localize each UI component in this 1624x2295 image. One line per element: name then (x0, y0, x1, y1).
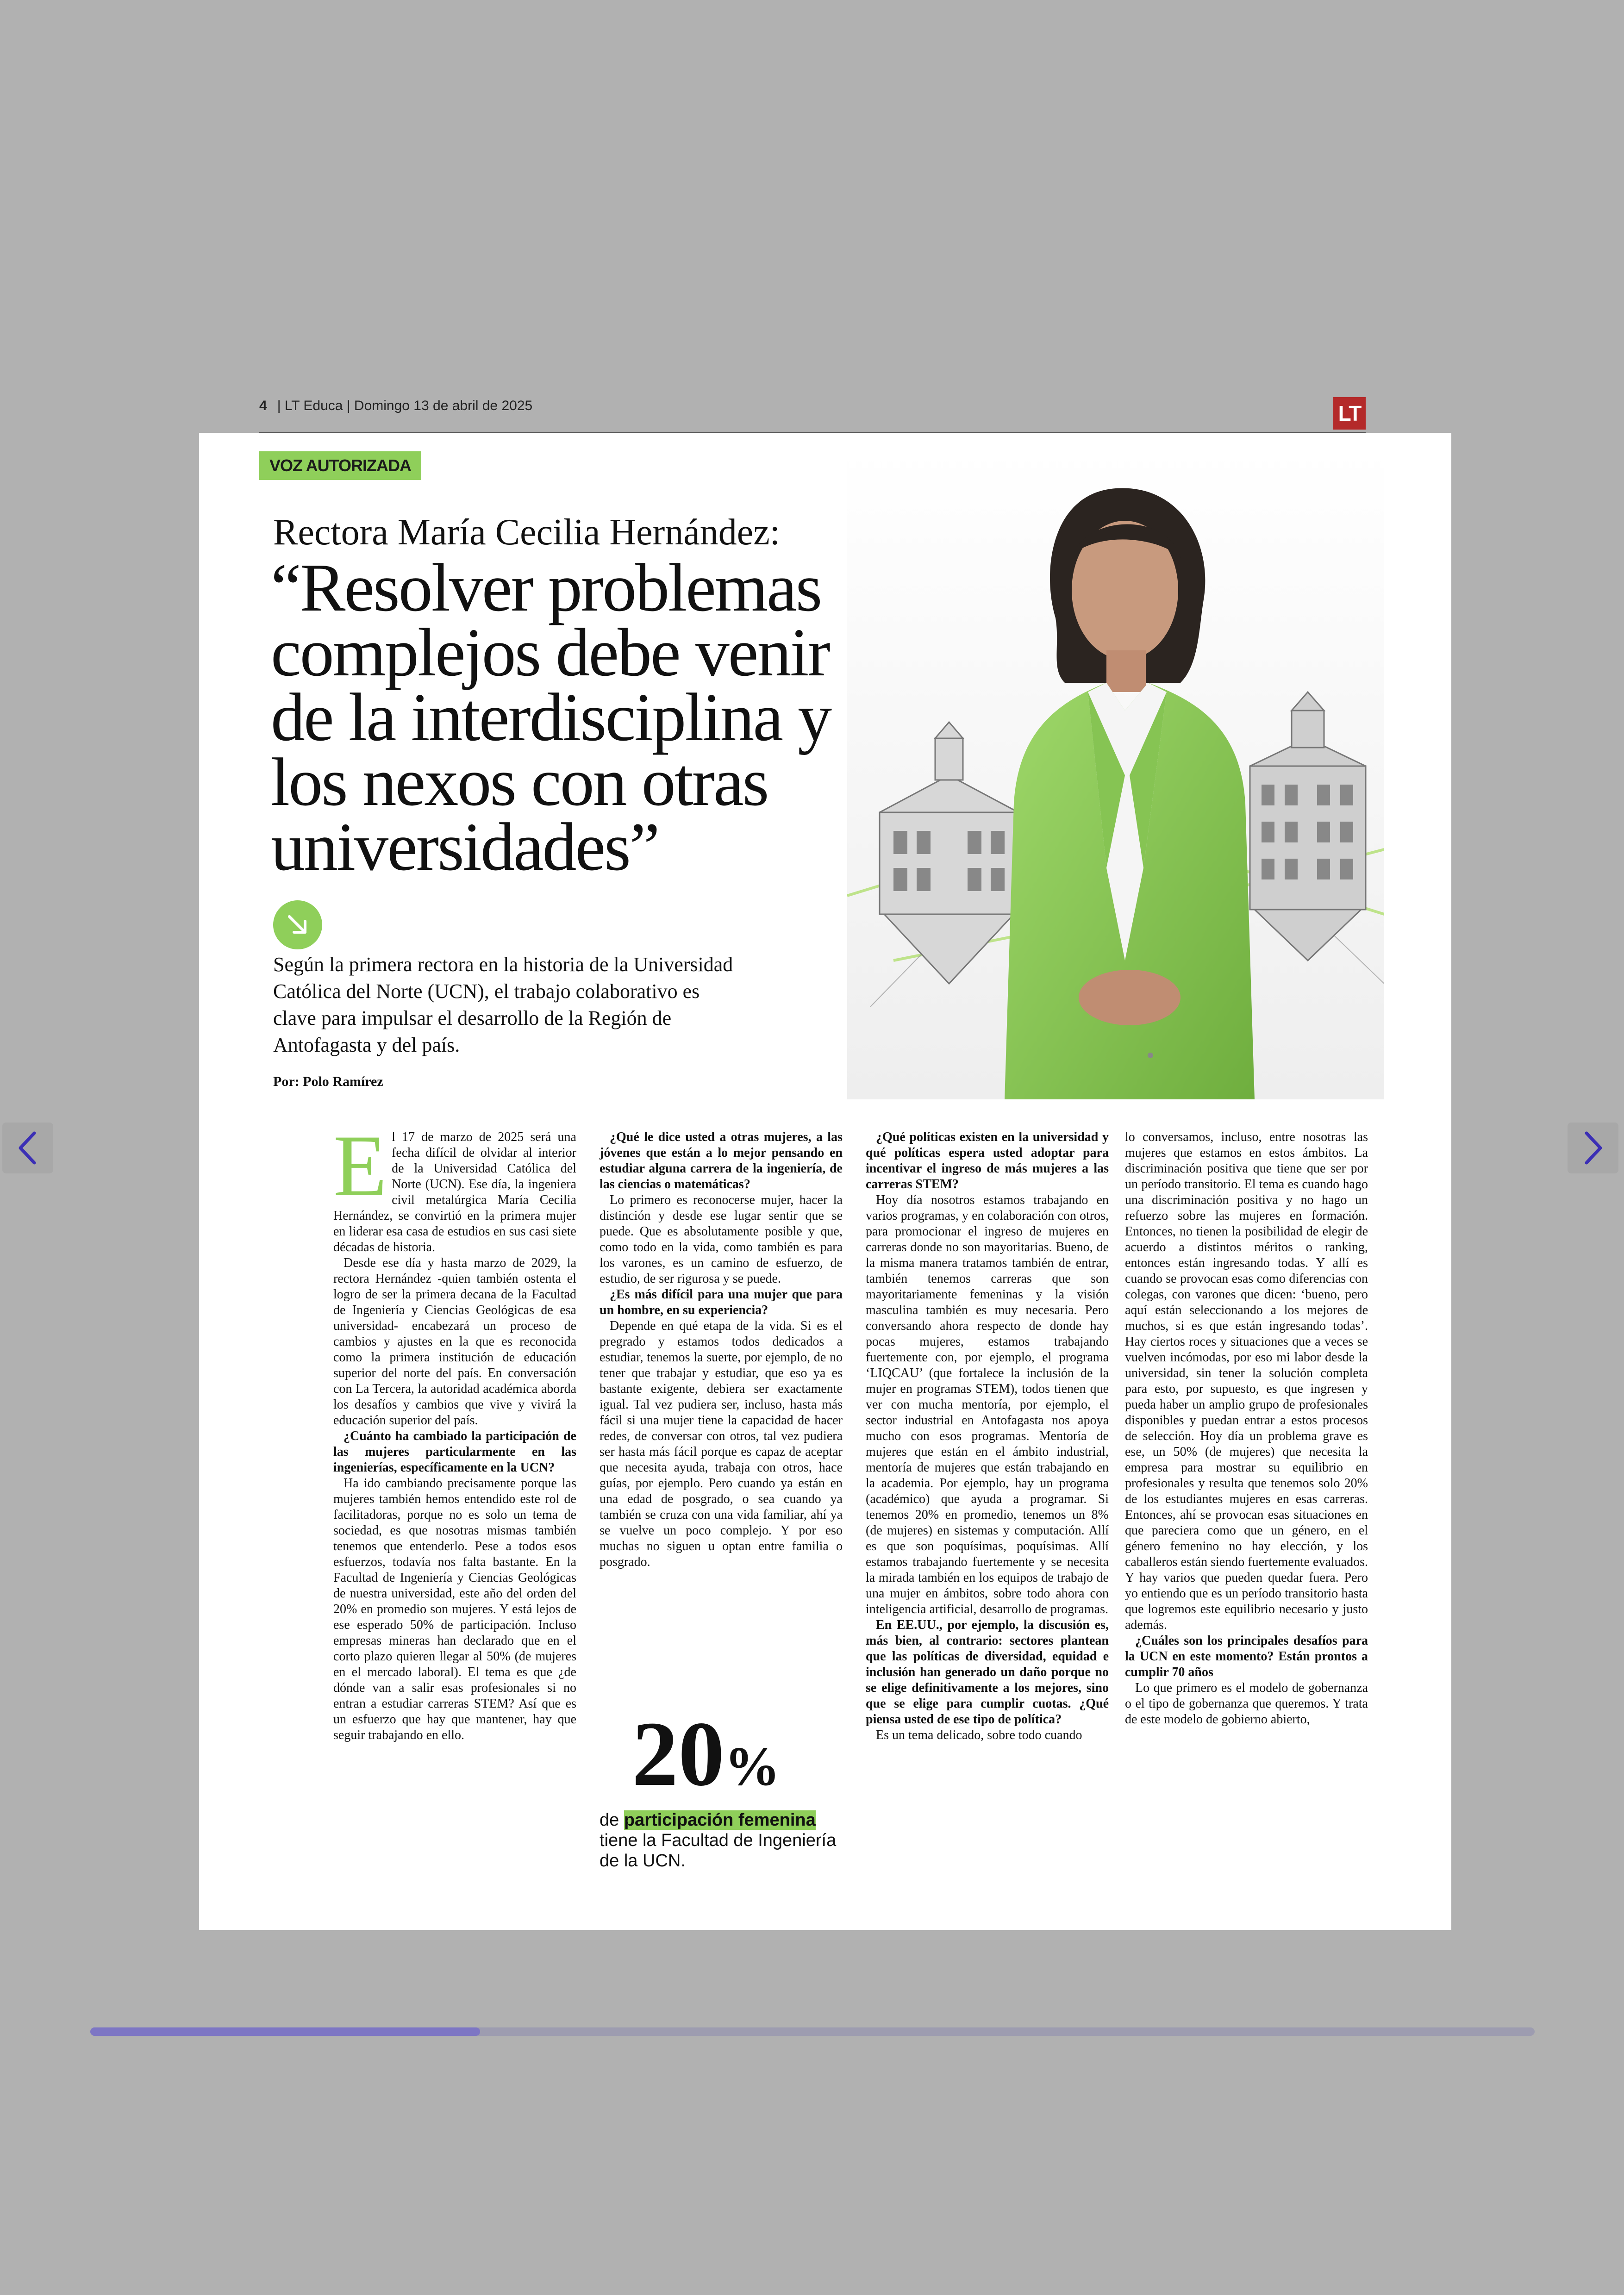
question: En EE.UU., por ejemplo, la discusión es, más bien, al contrario: sectores plantean que las políticas de diversidad, equidad e inclusión han generado un daño porque no se elige definitivamente a los mejores, sino que se elige para cumplir cuotas. ¿Qué piensa usted de ese tipo de política? (866, 1618, 1109, 1727)
paragraph: Es un tema delicado, sobre todo cuando (876, 1728, 1082, 1742)
column-1 (333, 1117, 576, 1743)
paragraph: Ha ido cambiando precisamente porque las mujeres también hemos entendido este rol de facilitadoras, porque no es solo un tema de sociedad, es que nosotras mismas también tenemos que entenderlo. Pese a todos esos esfuerzos, todavía nos falta bastante. En la Facultad de Ingeniería y Ciencias Geológicas de nuestra universidad, este año del orden del 20% en promedio son mujeres. Y está lejos de ese esperado 50% de participación. Incluso empresas mineras han declarado que en el corto plazo quieren llegar al 50% (de mujeres en el mercado laboral). El tema es que ¿de dónde van a salir esas profesionales si no entran a estudiar carreras STEM? Así que es un esfuerzo que hay que mantener, hay que seguir trabajando en ello. (333, 1476, 576, 1742)
question: ¿Qué políticas existen en la universidad y qué políticas espera usted adoptar para incentivar el ingreso de más mujeres a las carreras STEM? (866, 1130, 1109, 1191)
stat-caption-highlight: participación femenina (624, 1810, 816, 1830)
paragraph: Lo primero es reconocerse mujer, hacer la distinción y desde ese lugar sentir que se puede. Que es absolutamente posible y que, como todo en la vida, como también es para los varones, es un camino de esfuerzo, de estudio, de ser rigurosa y se puede. (600, 1193, 843, 1286)
paragraph: l 17 de marzo de 2025 será una fecha difícil de olvidar al interior de la Universidad Católica del Norte (UCN). Ese día, la ingeniera civil metalúrgica María Cecilia Hernández, se convirtió en la primera mujer en liderar esa casa de estudios en sus casi siete décadas de historia. (333, 1130, 576, 1254)
portrait-photo (847, 451, 1384, 1099)
section-tag: VOZ AUTORIZADA (259, 451, 421, 480)
column-2 (600, 1129, 843, 1570)
question: ¿Cuáles son los principales desafíos para la UCN en este momento? Están prontos a cumplir 70 años (1125, 1634, 1368, 1679)
page-header-text (259, 398, 532, 414)
paragraph: Desde ese día y hasta marzo de 2029, la rectora Hernández -quien también ostenta el logro de ser la primera decana de la Facultad de Ingeniería y Ciencias Geológicas de esa universidad- encabezará un proceso de cambios y ajustes en la que es reconocida como la primera institución de educación superior del norte del país. En conversación con La Tercera, la autoridad académica aborda los desafíos y cambios que vive y vivirá la educación superior del país. (333, 1256, 576, 1428)
article-byline: Por: Polo Ramírez (273, 1074, 383, 1089)
page-number: 4 (259, 398, 267, 413)
page-header (259, 393, 1366, 435)
article-body (333, 1117, 1375, 1916)
dropcap: E (333, 1117, 387, 1215)
page-progress-bar[interactable] (90, 2027, 1535, 2036)
stat-unit: % (725, 1735, 780, 1797)
article-dek: Según la primera rectora en la historia de la Universidad Católica del Norte (UCN), el trabajo colaborativo es clave para impulsar el desarrollo de la Región de Antofagasta y del país. (273, 953, 733, 1056)
stat-caption-post: tiene la Facultad de Ingeniería de la UCN. (600, 1831, 837, 1871)
paragraph: Depende en qué etapa de la vida. Si es el pregrado y estamos todos dedicados a estudiar, tenemos la suerte, por ejemplo, de no tener que trabajar y estudiar, que eso ya es bastante exigente, debiera ser exactamente igual. Tal vez pudiera ser, incluso, hasta más fácil si una mujer tiene la capacidad de hacer redes, de conversar con otros, tal vez pudiera ser hasta más fácil porque es capaz de aceptar que necesita ayuda, trabaja con otros, hace guías, por ejemplo. Pero cuando ya están en una edad de posgrado, o sea cuando ya también se cruza con una vida familiar, ahí ya se vuelve un poco complejo. Y por eso muchas no siguen u optan entre familia o posgrado. (600, 1319, 843, 1569)
next-page-button[interactable] (1568, 1123, 1618, 1173)
arrow-icon (273, 900, 322, 949)
question: ¿Cuánto ha cambiado la participación de las mujeres particularmente en las ingenierías, específicamente en la UCN? (333, 1429, 576, 1475)
section-line: | LT Educa | Domingo 13 de abril de 2025 (277, 398, 533, 413)
stat-callout (600, 1703, 843, 1875)
article-headline: “Resolver problemas complejos debe venir de la interdisciplina y los nexos con otras universidades” (271, 550, 831, 885)
stat-value: 20 (632, 1703, 725, 1805)
previous-page-button[interactable] (2, 1123, 53, 1173)
newspaper-page (199, 433, 1451, 1930)
la-tercera-logo: LT (1333, 397, 1366, 430)
page-progress-fill (90, 2027, 480, 2036)
article-kicker: Rectora María Cecilia Hernández: (273, 512, 780, 553)
column-4 (1125, 1129, 1368, 1727)
question: ¿Qué le dice usted a otras mujeres, a las jóvenes que están a lo mejor pensando en estudiar alguna carrera de la ingeniería, de las ciencias o matemáticas? (600, 1130, 843, 1191)
stat-caption-pre: de (600, 1810, 619, 1830)
column-3 (866, 1129, 1109, 1743)
question: ¿Es más difícil para una mujer que para un hombre, en su experiencia? (600, 1287, 843, 1317)
paragraph: Lo que primero es el modelo de gobernanza o el tipo de gobernanza que queremos. Y trata de este modelo de gobierno abierto, (1125, 1681, 1368, 1727)
chevron-right-icon (1579, 1129, 1607, 1166)
stat-caption (600, 1810, 843, 1871)
paragraph: Hoy día nosotros estamos trabajando en varios programas, y en colaboración con otros, para promocionar el ingreso de mujeres en carreras donde no son mayoritarias. Bueno, de la misma manera tratamos también de entrar, también tenemos carreras que son mayoritariamente femeninas y la visión masculina también es muy necesaria. Pero conversando ahora respecto de donde hay pocas mujeres, estamos trabajando fuertemente con, por ejemplo, el programa ‘LIQCAU’ (que fortalece la inclusión de la mujer en programas STEM), todos tienen que ver con mucha mentoría, por ejemplo, el sector industrial en Antofagasta nos apoya mucho con esos programas. Mentoría de mujeres que están en el ámbito industrial, mentoría de mujeres que están trabajando en la academia. Por ejemplo, hay un programa (académico) que ayuda a programar. Si tenemos 20% en promedio, tenemos un 8% (de mujeres) en sistemas y computación. Allí es que son poquísimas, poquísimas. Allí estamos trabajando fuertemente y se necesita la mirada también en los equipos de trabajo de una mujer en ámbitos, sobre todo ahora con inteligencia artificial, desarrollo de programas. (866, 1193, 1109, 1616)
paragraph: lo conversamos, incluso, entre nosotras las mujeres que estamos en estos ámbitos. La discriminación positiva que tiene que ser por un período transitorio. El tema es cuando hago una discriminación positiva y no hago un refuerzo sobre las mujeres en formación. Entonces, no tienen la posibilidad de elegir de acuerdo a distintos méritos o ranking, entonces están ingresando todas. Y allí es cuando se provocan esas como diferencias con colegas, con varones que dicen: ‘bueno, pero aquí están seleccionando a los mejores de muchos, si es que están ingresando todas’. Hay ciertos roces y situaciones que a veces se vuelven incómodas, por eso mi labor desde la universidad, sin tener la solución completa para esto, por supuesto, es que ingresen y pueda haber un amplio grupo de profesionales disponibles y puedan entrar a estos procesos de selección. Hoy día un problema grave es ese, un 50% (de mujeres) que necesita la empresa para mostrar su equilibrio en profesionales y resulta que tenemos solo 20% de los estudiantes mujeres en esas carreras. Entonces, ahí se provocan esas situaciones en que pareciera como que un género, en el género femenino no hay elección, y los caballeros están siendo fuertemente evaluados. Y hay varios que pueden quedar fuera. Pero yo entiendo que es un período transitorio hasta que logremos este equilibrio necesario y justo además. (1125, 1130, 1368, 1632)
chevron-left-icon (14, 1129, 42, 1166)
stat-number (632, 1703, 780, 1813)
